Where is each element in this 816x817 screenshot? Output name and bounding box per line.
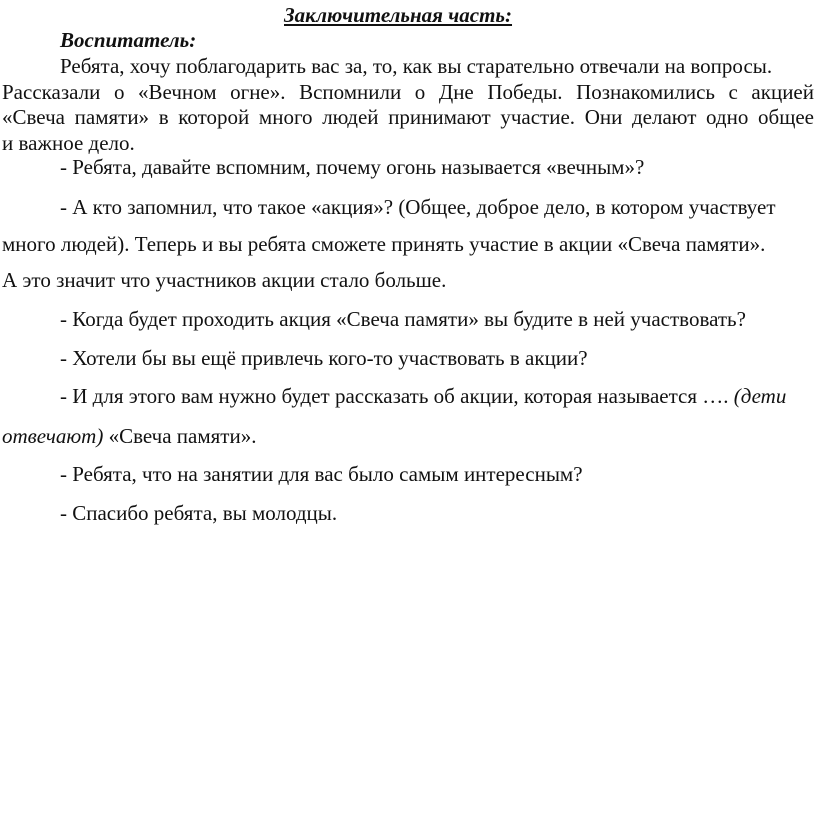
question-3: - Когда будет проходить акция «Свеча памяти» вы будите в ней участвовать?	[60, 307, 746, 331]
question-1: - Ребята, давайте вспомним, почему огонь называется «вечным»?	[60, 155, 645, 179]
question-6: - Ребята, что на занятии для вас было самым интересным?	[60, 462, 583, 486]
question-5-italic-note: (дети	[733, 384, 787, 408]
intro-line-4: и важное дело.	[2, 131, 135, 155]
intro-line-3: «Свеча памяти» в которой много людей принимают участие. Они делают одно общее	[2, 105, 814, 129]
question-5-text: - И для этого вам нужно будет рассказать об акции, которая называется ….	[60, 384, 734, 408]
question-4: - Хотели бы вы ещё привлечь кого-то участвовать в акции?	[60, 346, 588, 370]
question-5-line-1	[60, 383, 786, 409]
speaker-label: Воспитатель:	[60, 28, 197, 52]
question-5-answer: «Свеча памяти».	[103, 424, 257, 448]
closing-line: - Спасибо ребята, вы молодцы.	[60, 501, 338, 525]
question-2-line-1: - А кто запомнил, что такое «акция»? (Общее, доброе дело, в котором участвует	[60, 195, 776, 219]
intro-line-1: Ребята, хочу поблагодарить вас за, то, как вы старательно отвечали на вопросы.	[60, 54, 773, 78]
section-heading: Заключительная часть:	[284, 3, 513, 27]
question-2-line-3: А это значит что участников акции стало больше.	[2, 268, 447, 292]
question-2-line-2: много людей). Теперь и вы ребята сможете принять участие в акции «Свеча памяти».	[2, 232, 766, 256]
intro-line-2: Рассказали о «Вечном огне». Вспомнили о Дне Победы. Познакомились с акцией	[2, 80, 814, 104]
question-5-italic-continued: отвечают)	[2, 424, 104, 448]
question-5-line-2	[2, 423, 256, 449]
